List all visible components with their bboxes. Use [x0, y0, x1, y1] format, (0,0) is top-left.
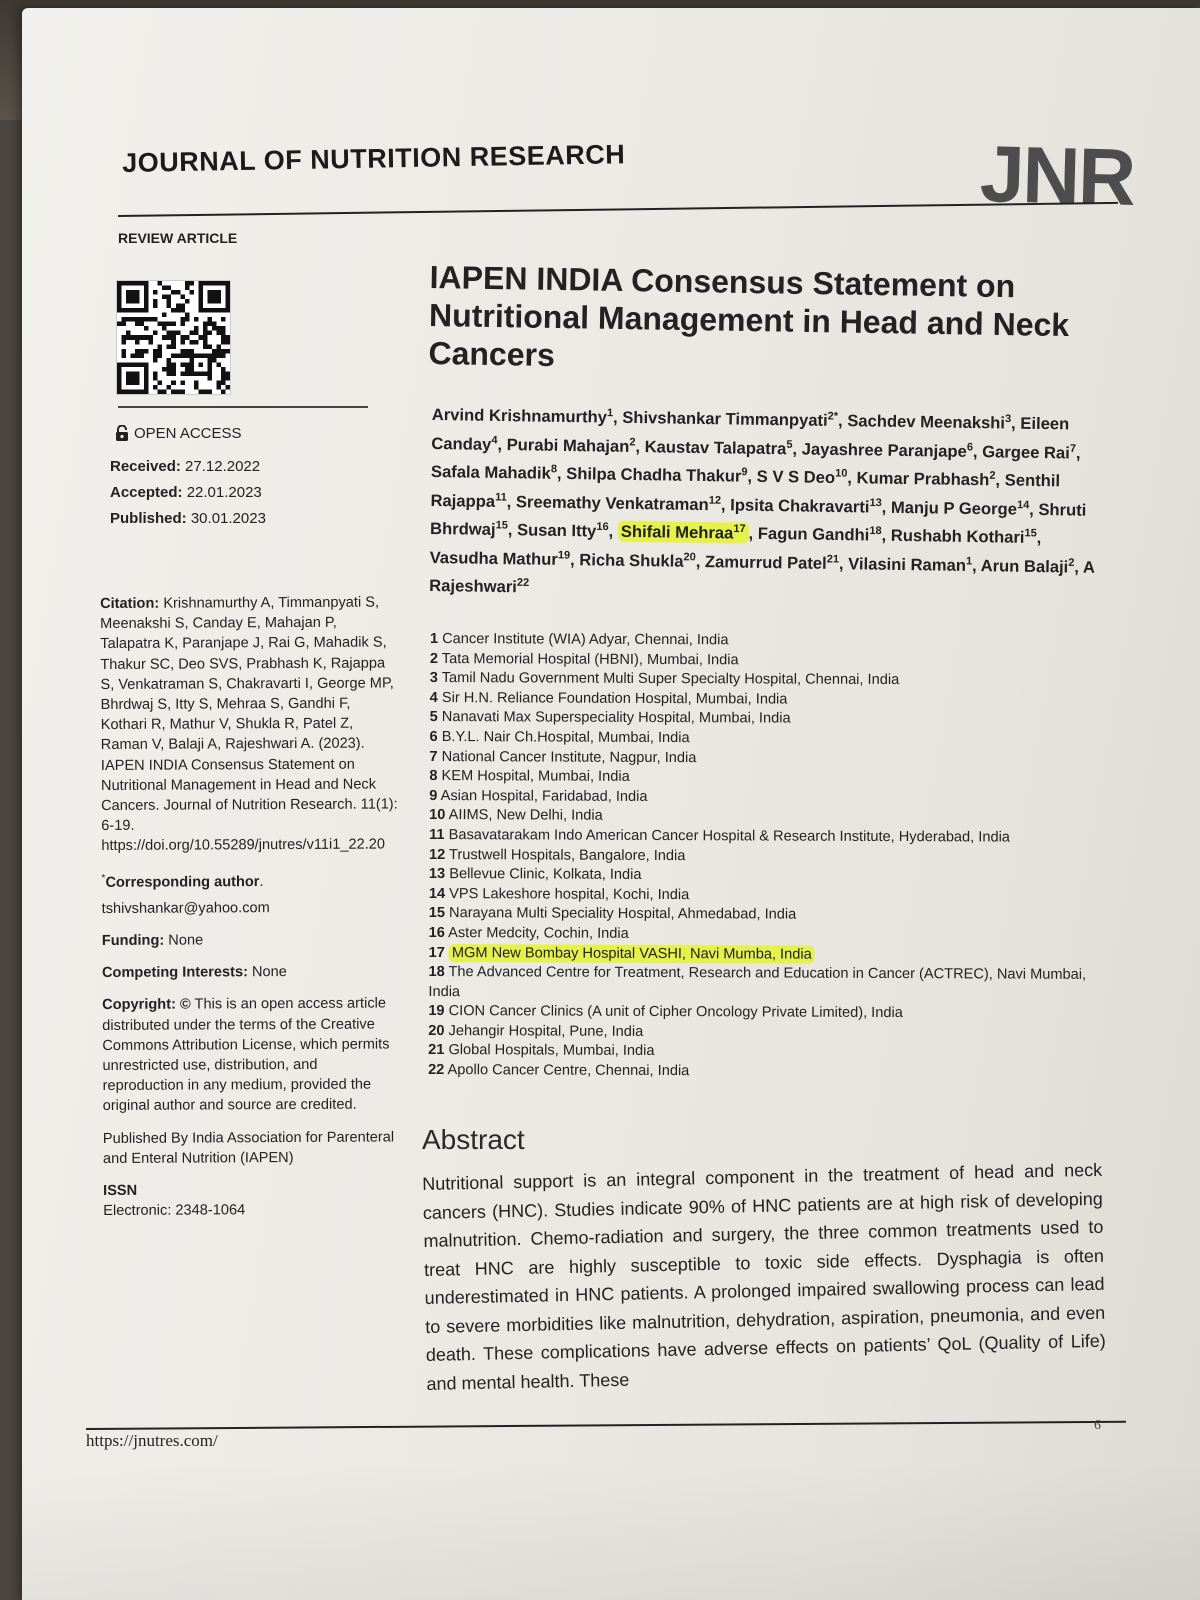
affiliation-text: VPS Lakeshore hospital, Kochi, India: [449, 885, 690, 903]
author-affiliation-number: 7: [1069, 442, 1077, 455]
author-name: Richa Shukla$^{20}$: [579, 549, 696, 571]
published-date-row: Published: 30.01.2023: [110, 510, 266, 527]
journal-logo: JNR: [978, 128, 1136, 223]
affiliation-text: Bellevue Clinic, Kolkata, India: [449, 866, 642, 884]
affiliation-number: 6: [429, 728, 438, 746]
affiliation-text: CION Cancer Clinics (A unit of Cipher Oncology Private Limited), India: [448, 1003, 903, 1022]
received-date: 27.12.2022: [185, 458, 261, 475]
affiliation-number: 13: [428, 866, 446, 883]
author-affiliation-number: 20: [683, 550, 696, 563]
publication-dates: [110, 454, 266, 532]
affiliation-list: [428, 630, 1120, 1084]
affiliation-number: 3: [429, 670, 438, 687]
citation-text: Krishnamurthy A, Timmanpyati S, Meenakshi S, Canday E, Mahajan P, Talapatra K, Paranjape J, Rai G, Mahadik S, Thakur SC, Deo SVS, Prabhash K, Rajappa S, Venkatraman S, Chakravarti I, George MP, Bhrdwaj S, Itty S, Mehraa S, Gandhi F, Kothari R, Mathur V, Shukla R, Patel Z, Raman V, Balaji A, Rajeshwari A. (2023). IAPEN INDIA Consensus Statement on Nutritional Management in Head and Neck Cancers. Journal of Nutrition Research. 11(1): 6-19. https://doi.org/10.55289/jnutres/v11i1_22.20: [100, 594, 398, 855]
author-name: Zamurrud Patel$^{21}$: [704, 551, 840, 573]
affiliation-text: Cancer Institute (WIA) Adyar, Chennai, India: [442, 631, 729, 649]
qr-code: [116, 280, 231, 395]
author-name: Purabi Mahajan$^2$: [506, 434, 636, 456]
affiliation-number: 7: [429, 748, 438, 765]
page-number: 6: [1094, 1418, 1101, 1433]
affiliation-number: 12: [428, 846, 446, 863]
received-date-row: Received: 27.12.2022: [110, 458, 261, 475]
accepted-date: 22.01.2023: [186, 484, 262, 501]
author-name: Fagun Gandhi$^{18}$: [757, 523, 882, 545]
open-access-badge: [114, 425, 242, 442]
author-name: Rushabh Kothari$^{15}$: [890, 525, 1037, 547]
affiliation-text: KEM Hospital, Mumbai, India: [441, 768, 630, 786]
author-affiliation-number: 21: [826, 552, 840, 566]
affiliation-number: 1: [429, 631, 439, 648]
copyright-block: Copyright: © This is an open access article distributed under the terms of the Creative Commons Attribution License, which permits unrestricted use, distribution, and reproduction in any medium, provided the original author and source are credited.: [102, 995, 390, 1115]
affiliation-text: Tamil Nadu Government Multi Super Specialty Hospital, Chennai, India: [441, 670, 900, 689]
author-name: Safala Mahadik$^8$: [430, 461, 558, 483]
author-affiliation-number: 2: [989, 469, 996, 482]
copyright-text: This is an open access article distributed under the terms of the Creative Commons Attribution License, which permits unrestricted use, distribution, and reproduction in any medium, provided the original author and source are credited.: [102, 995, 390, 1115]
affiliation-item: [429, 924, 1119, 947]
author-affiliation-number: 10: [835, 467, 848, 480]
citation-block: [100, 592, 401, 856]
affiliation-item: [429, 826, 1119, 849]
author-affiliation-number: 1: [965, 554, 973, 567]
author-affiliation-number: 19: [557, 548, 571, 562]
affiliation-text: Asian Hospital, Faridabad, India: [440, 787, 648, 805]
affiliation-number: 2: [429, 650, 439, 667]
article-sidebar: [100, 592, 403, 1233]
journal-page: [22, 8, 1200, 1600]
affiliation-number: 19: [428, 1003, 445, 1020]
author-name: Manju P George$^{14}$: [890, 497, 1030, 519]
affiliation-number: 5: [429, 709, 438, 726]
affiliation-number: 8: [429, 768, 438, 785]
affiliation-item: [430, 630, 1120, 653]
page-shadow: [22, 1460, 1200, 1600]
affiliation-item: [429, 767, 1119, 790]
issn-block: [103, 1179, 403, 1221]
author-name: Eileen Canday$^4$: [431, 413, 1070, 454]
affiliation-number: 15: [428, 905, 446, 922]
affiliation-number: 9: [429, 787, 438, 804]
author-name: Vilasini Raman$^1$: [848, 553, 973, 575]
author-affiliation-number: 9: [741, 466, 748, 479]
article-title: IAPEN INDIA Consensus Statement on Nutritional Management in Head and Neck Cancers: [428, 258, 1070, 373]
affiliation-text: Nanavati Max Superspeciality Hospital, Mumbai, India: [441, 709, 791, 727]
open-access-label: OPEN ACCESS: [134, 425, 242, 442]
competing-interests-block: Competing Interests: None: [101, 964, 287, 982]
author-affiliation-number: 6: [966, 440, 974, 453]
affiliation-text: Narayana Multi Speciality Hospital, Ahmedabad, India: [449, 905, 797, 923]
author-name: Arun Balaji$^2$: [980, 555, 1075, 576]
affiliation-number: 21: [428, 1042, 445, 1059]
affiliation-number: 18: [428, 964, 445, 981]
author-affiliation-number: 1: [606, 407, 614, 420]
author-name: Gargee Rai$^7$: [982, 441, 1077, 462]
affiliation-number: 14: [428, 885, 446, 902]
abstract-heading: Abstract: [422, 1124, 525, 1155]
affiliation-text: B.Y.L. Nair Ch.Hospital, Mumbai, India: [441, 729, 690, 747]
author-name: Sachdev Meenakshi$^3$: [847, 411, 1012, 433]
competing-interests-value: None: [251, 964, 287, 981]
author-name: Kaustav Talapatra$^5$: [644, 436, 793, 458]
author-affiliation-number: 13: [869, 496, 882, 509]
citation-label: Citation:: [100, 595, 160, 612]
footer-rule: [86, 1421, 1126, 1430]
author-name: Shifali Mehraa$^{17}$: [618, 521, 749, 544]
affiliation-text: Global Hospitals, Mumbai, India: [448, 1042, 655, 1060]
author-name: Vasudha Mathur$^{19}$: [429, 547, 571, 569]
corresponding-author-label: Corresponding author: [105, 873, 260, 891]
affiliation-text: Basavatarakam Indo American Cancer Hospital & Research Institute, Hyderabad, India: [448, 827, 1010, 846]
article-type-label: REVIEW ARTICLE: [118, 230, 238, 246]
affiliation-number: 20: [428, 1022, 445, 1039]
author-affiliation-number: 3: [1004, 412, 1012, 426]
issn-value: Electronic: 2348-1064: [103, 1202, 246, 1220]
affiliation-number: 17: [428, 944, 445, 961]
affiliation-text: National Cancer Institute, Nagpur, India: [441, 748, 697, 766]
published-date: 30.01.2023: [190, 510, 266, 527]
affiliation-number: 22: [428, 1062, 445, 1079]
corresponding-email[interactable]: tshivshankar@yahoo.com: [101, 899, 270, 917]
author-affiliation-number: 8: [550, 463, 558, 476]
qr-code-graphic: [117, 281, 230, 394]
affiliation-item: [429, 865, 1119, 888]
author-name: Shilpa Chadha Thakur$^9$: [566, 463, 748, 486]
affiliation-text: AIIMS, New Delhi, India: [448, 807, 603, 825]
affiliation-number: 16: [428, 924, 445, 941]
author-list: Arvind Krishnamurthy$^1$, Shivshankar Timmanpyati$^{2*}$, Sachdev Meenakshi$^3$, Eileen Canday$^4$, Purabi Mahajan$^2$, Kaustav Talapatra$^5$, Jayashree Paranjape$^6$, Gargee Rai$^7$, Safala Mahadik$^8$, Shilpa Chadha Thakur$^9$, S V S Deo$^{10}$, Kumar Prabhash$^2$, Senthil Rajappa$^{11}$, Sreemathy Venkatraman$^{12}$, Ipsita Chakravarti$^{13}$, Manju P George$^{14}$, Shruti Bhrdwaj$^{15}$, Susan Itty$^{16}$, Shifali Mehraa$^{17}$ , Fagun Gandhi$^{18}$, Rushabh Kothari$^{15}$, Vasudha Mathur$^{19}$, Richa Shukla$^{20}$, Zamurrud Patel$^{21}$, Vilasini Raman$^1$, Arun Balaji$^2$, A Rajeshwari$^{22}$: [429, 404, 1095, 597]
footer-url[interactable]: https://jnutres.com/: [86, 1431, 218, 1450]
affiliation-item: [428, 963, 1118, 1005]
author-name: Shivshankar Timmanpyati$^{2*}$: [622, 407, 839, 430]
affiliation-number: 10: [429, 807, 446, 824]
publisher-text: Published By India Association for Parenteral and Enteral Nutrition (IAPEN): [102, 1128, 395, 1167]
affiliation-number: 11: [429, 826, 445, 844]
author-name: S V S Deo$^{10}$: [756, 466, 848, 487]
affiliation-number: 4: [429, 689, 438, 706]
author-affiliation-number: 15: [1024, 527, 1037, 540]
affiliation-text: The Advanced Centre for Treatment, Research and Education in Cancer (ACTREC), Navi Mumbai, India: [428, 964, 1087, 1000]
author-affiliation-number: 2: [1068, 556, 1075, 569]
author-name: Jayashree Paranjape$^6$: [801, 438, 974, 461]
abstract-text: Nutritional support is an integral component in the treatment of head and neck cancers (HNC). Studies indicate 90% of HNC patients are at high risk of developing malnutrition. Chemo-radiation and surgery, the three common treatments used to treat HNC are highly susceptible to toxic side effects. Dysphagia is often underestimated in HNC patients. A prolonged impaired swallowing process can lead to severe morbidities like malnutrition, dehydration, aspiration, pneumonia, and even death. These complications have adverse effects on patients’ QoL (Quality of Life) and mental health. These: [422, 1159, 1106, 1394]
author-name: Kumar Prabhash$^2$: [856, 468, 996, 490]
author-name: Arvind Krishnamurthy$^1$: [431, 404, 614, 427]
affiliation-item: [430, 669, 1120, 692]
author-affiliation-number: 5: [786, 438, 793, 451]
journal-title: JOURNAL OF NUTRITION RESEARCH: [122, 139, 626, 178]
header-rule: [118, 202, 1118, 217]
affiliation-text: Trustwell Hospitals, Bangalore, India: [449, 846, 686, 864]
author-name: A Rajeshwari$^{22}$: [429, 557, 1095, 597]
author-affiliation-number: 2*: [827, 410, 839, 423]
affiliation-text: Sir H.N. Reliance Foundation Hospital, Mumbai, India: [441, 689, 788, 708]
corresponding-author-block: *Corresponding author.: [101, 872, 264, 891]
author-name: Ipsita Chakravarti$^{13}$: [730, 494, 882, 517]
affiliation-text: Tata Memorial Hospital (HBNI), Mumbai, India: [441, 650, 739, 668]
author-affiliation-number: 11: [495, 490, 507, 504]
affiliation-item: [429, 728, 1119, 751]
accepted-date-row: Accepted: 22.01.2023: [110, 484, 262, 501]
author-affiliation-number: 22: [516, 576, 530, 589]
author-affiliation-number: 4: [491, 433, 498, 446]
affiliation-text: MGM New Bombay Hospital VASHI, Navi Mumba, India: [449, 944, 815, 964]
author-affiliation-number: 15: [495, 519, 508, 532]
author-affiliation-number: 14: [1016, 498, 1030, 511]
author-affiliation-number: 12: [708, 494, 722, 507]
open-lock-icon: [114, 425, 130, 442]
affiliation-item: [428, 1061, 1118, 1084]
author-name: Senthil Rajappa$^{11}$: [430, 470, 1061, 511]
author-name: Sreemathy Venkatraman$^{12}$: [515, 491, 722, 514]
author-affiliation-number: 2: [629, 435, 636, 448]
author-name: Shruti Bhrdwaj$^{15}$: [429, 499, 1087, 539]
funding-block: Funding: None: [101, 932, 204, 949]
qr-divider: [118, 406, 368, 408]
author-affiliation-number: 16: [596, 520, 609, 534]
author-affiliation-number: 18: [869, 524, 882, 538]
author-affiliation-number: 17: [733, 522, 746, 536]
issn-label: ISSN: [103, 1182, 138, 1199]
affiliation-text: Apollo Cancer Centre, Chennai, India: [447, 1062, 690, 1080]
affiliation-text: Aster Medcity, Cochin, India: [448, 924, 629, 942]
affiliation-text: Jehangir Hospital, Pune, India: [448, 1022, 644, 1040]
author-name: Susan Itty$^{16}$: [516, 520, 609, 541]
funding-value: None: [168, 932, 204, 949]
